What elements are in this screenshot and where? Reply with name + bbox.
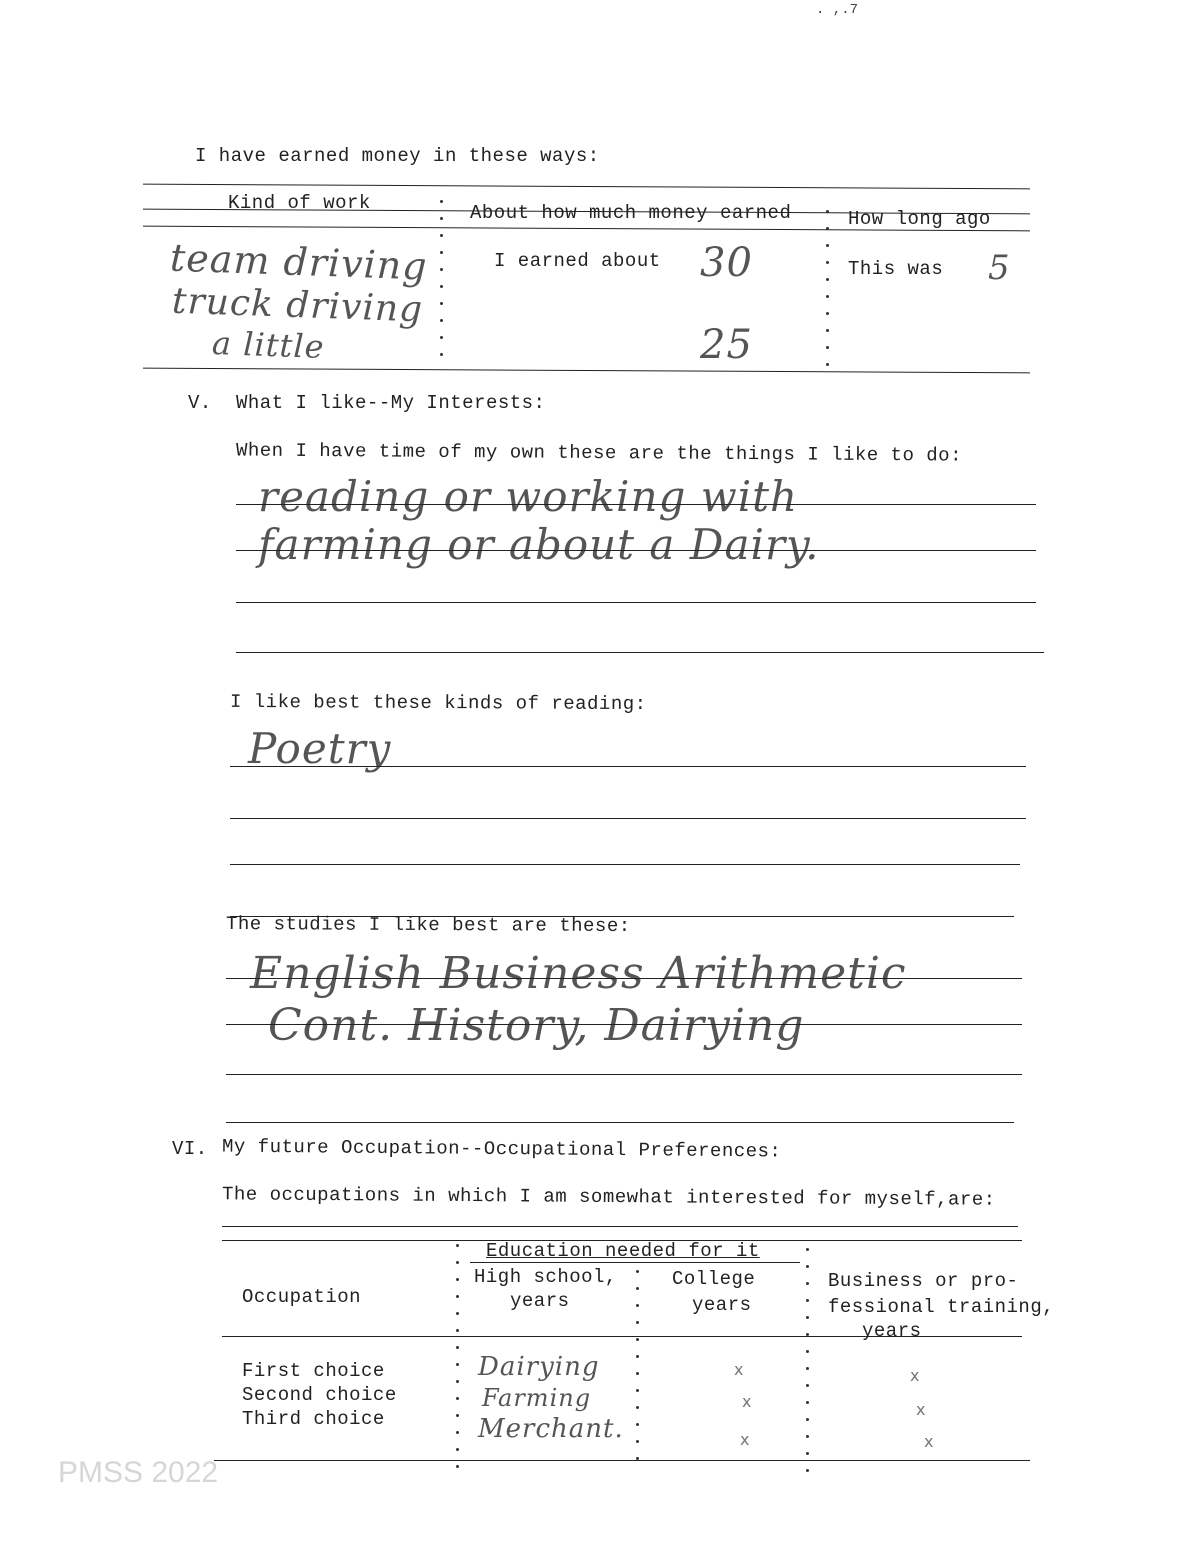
work-entry-1: team driving	[169, 235, 429, 289]
amount-prefix: I earned about	[494, 250, 661, 272]
column-separator	[440, 200, 444, 370]
business-header-3: years	[862, 1320, 922, 1342]
header-kind-of-work: Kind of work	[228, 192, 371, 214]
reading-answer: Poetry	[248, 724, 392, 773]
second-choice-answer: Farming	[482, 1384, 592, 1412]
business-mark-1: x	[910, 1366, 920, 1385]
occupation-header: Occupation	[242, 1286, 362, 1308]
table-top-rule	[143, 184, 1030, 190]
college-mark-2: x	[742, 1392, 752, 1411]
amount-value-1: 30	[700, 240, 753, 286]
table-header-rule	[222, 1336, 1022, 1337]
header-money-earned: About how much money earned	[470, 202, 792, 224]
first-choice-label: First choice	[242, 1360, 385, 1382]
studies-prompt: The studies I like best are these:	[225, 912, 631, 938]
answer-line	[226, 978, 1022, 979]
earned-intro: I have earned money in these ways:	[195, 145, 600, 167]
studies-answer-1: English Business Arithmetic	[250, 948, 907, 999]
college-header-2: years	[692, 1294, 752, 1316]
header-how-long-ago: How long ago	[848, 208, 991, 230]
column-separator	[806, 1248, 810, 1486]
table-bottom-rule	[214, 1460, 1030, 1461]
college-header-1: College	[672, 1268, 756, 1290]
section-vi-numeral: VI.	[172, 1138, 208, 1160]
free-time-prompt: When I have time of my own these are the things I like to do:	[235, 439, 963, 467]
second-choice-label: Second choice	[242, 1384, 397, 1406]
column-separator	[456, 1244, 460, 1482]
table-bottom-rule	[143, 368, 1030, 374]
answer-line	[226, 1122, 1014, 1123]
column-separator	[826, 210, 830, 380]
occupations-prompt: The occupations in which I am somewhat interested for myself,are:	[221, 1183, 996, 1211]
answer-line	[226, 1074, 1022, 1075]
business-header-1: Business or pro-	[828, 1270, 1019, 1292]
answer-line	[236, 602, 1036, 603]
section-v-numeral: V.	[188, 392, 212, 414]
business-header-2: fessional training,	[828, 1296, 1055, 1318]
section-vi-title: My future Occupation--Occupational Preferences:	[221, 1135, 782, 1163]
answer-line	[230, 818, 1026, 819]
column-separator	[636, 1270, 640, 1474]
highschool-header-1: High school,	[474, 1266, 617, 1288]
amount-value-2: 25	[700, 322, 753, 368]
studies-answer-2: Cont. History, Dairying	[268, 1000, 805, 1051]
when-prefix: This was	[848, 258, 944, 280]
prompt-rule	[222, 1226, 1018, 1227]
education-header-rule	[470, 1262, 800, 1263]
answer-line	[236, 504, 1036, 505]
free-time-answer-2: farming or about a Dairy.	[258, 520, 820, 569]
work-entry-3: a little	[211, 324, 326, 366]
college-mark-1: x	[734, 1360, 744, 1379]
third-choice-answer: Merchant.	[478, 1414, 624, 1444]
first-choice-answer: Dairying	[478, 1352, 600, 1382]
work-entry-2: truck driving	[171, 280, 424, 331]
business-mark-2: x	[916, 1400, 926, 1419]
section-v-title: What I like--My Interests:	[236, 392, 546, 414]
watermark: PMSS 2022	[58, 1456, 219, 1489]
answer-line	[230, 864, 1020, 865]
corner-mark: . ,.7	[816, 2, 859, 18]
reading-prompt: I like best these kinds of reading:	[229, 690, 647, 716]
highschool-header-2: years	[510, 1290, 570, 1312]
business-mark-3: x	[924, 1432, 934, 1451]
third-choice-label: Third choice	[242, 1408, 385, 1430]
free-time-answer-1: reading or working with	[258, 472, 799, 521]
when-value: 5	[988, 248, 1011, 288]
answer-line	[236, 550, 1036, 551]
answer-line	[230, 766, 1026, 767]
answer-line	[236, 652, 1044, 653]
education-header: Education needed for it	[486, 1240, 760, 1262]
answer-line	[226, 1024, 1022, 1025]
college-mark-3: x	[740, 1430, 750, 1449]
